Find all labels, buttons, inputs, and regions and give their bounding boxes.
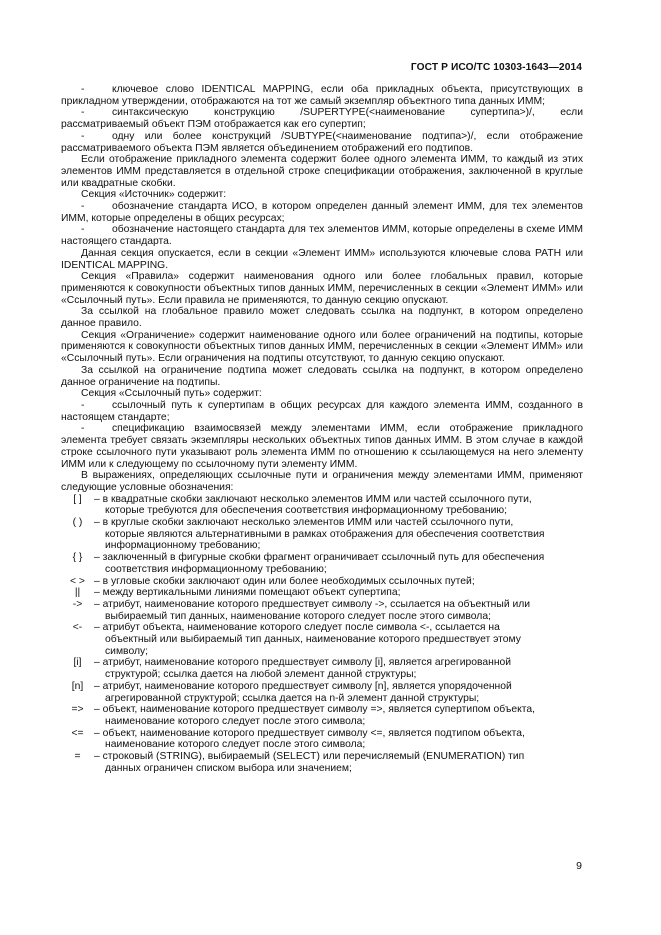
list-item: [61, 400, 583, 423]
page-number: 9: [576, 860, 582, 872]
list-item: [61, 423, 583, 470]
document-body: [61, 84, 583, 774]
list-dash: -: [81, 399, 85, 411]
notation-symbol: ->: [72, 598, 83, 610]
notation-item: [61, 587, 583, 599]
notation-symbol: [n]: [71, 680, 84, 692]
notation-text: – объект, наименование которого предшествует символу =>, является супертипом объекта, наименование которого следует после этого символа;: [94, 704, 535, 727]
list-item: [61, 201, 583, 224]
list-item: [61, 131, 583, 154]
notation-item: [61, 576, 583, 588]
paragraph: Секция «Ограничение» содержит наименование одного или более ограничений на подтипы, которые применяются к совокупности объектных типов данных ИММ, перечисленных в секции «Элемент ИММ» или «Ссылочный путь». Если ограничения на подтипы отсутствуют, то данную секцию опускают.: [61, 329, 583, 365]
list-dash: -: [81, 130, 85, 142]
notation-item: [61, 517, 583, 552]
notation-symbol: ( ): [72, 517, 83, 529]
paragraph-text: ключевое слово IDENTICAL MAPPING, если оба прикладных объекта, присутствующих в прикладном утверждении, отображаются на тот же самый экземпляр объектного типа данных ИММ;: [61, 84, 583, 107]
notation-item: [61, 751, 583, 774]
list-item: [61, 84, 583, 107]
paragraph: За ссылкой на глобальное правило может следовать ссылка на подпункт, в котором определено данное правило.: [61, 306, 583, 330]
notation-symbol: [i]: [73, 657, 82, 669]
list-dash: -: [81, 84, 85, 95]
notation-text: – между вертикальными линиями помещают объект супертипа;: [94, 587, 401, 599]
notation-text: – в квадратные скобки заключают несколько элементов ИММ или частей ссылочного пути, которые требуются для обеспечения соответствия информационному требованию;: [94, 493, 532, 517]
notation-item: [61, 728, 583, 751]
paragraph: За ссылкой на ограничение подтипа может следовать ссылка на подпункт, в котором определено данное ограничение на подтипы.: [61, 364, 583, 388]
notation-symbol: =>: [71, 704, 84, 716]
paragraph-text: одну или более конструкций /SUBTYPE(<наименование подтипа>)/, если отображение рассматриваемого объекта ПЭМ является объединением отображений его подтипов.: [61, 130, 583, 154]
paragraph: Если отображение прикладного элемента содержит более одного элемента ИММ, то каждый из этих элементов ИММ представляется в отдельной строке спецификации отображения, заключенной в круглые или квадратные скобки.: [61, 154, 583, 189]
notation-list: [61, 494, 583, 775]
notation-text: – атрибут объекта, наименование которого следует после символа <-, ссылается на объектный или выбираемый тип данных, наименование которого предшествует этому символу;: [94, 622, 521, 657]
paragraph: Секция «Источник» содержит:: [81, 189, 227, 201]
paragraph-text: ссылочный путь к супертипам в общих ресурсах для каждого элемента ИММ, созданного в настоящем стандарте;: [61, 399, 583, 423]
notation-text: – атрибут, наименование которого предшествует символу ->, ссылается на объектный или выбираемый тип данных, наименование которого следует после этого символа;: [94, 598, 531, 622]
notation-text: – строковый (STRING), выбираемый (SELECT) или перечисляемый (ENUMERATION) тип данных ограничен списком выбора или значением;: [94, 751, 525, 774]
notation-symbol: <=: [71, 727, 84, 739]
notation-item: [61, 657, 583, 680]
paragraph-text: обозначение настоящего стандарта для тех элементов ИММ, которые определены в схеме ИММ настоящего стандарта.: [61, 224, 583, 248]
paragraph-text: обозначение стандарта ИСО, в котором определен данный элемент ИММ, для тех элементов ИММ, которые определены в общих ресурсах;: [61, 201, 583, 224]
notation-item: [61, 599, 583, 622]
notation-text: – атрибут, наименование которого предшествует символу [n], является упорядоченной агрегированной структурой; ссылка дается на n-й элемент данной структуры;: [94, 680, 512, 704]
paragraph-text: синтаксическую конструкцию /SUPERTYPE(<наименование супертипа>)/, если рассматриваемый объект ПЭМ отображается как его супертип;: [61, 107, 583, 131]
list-item: [61, 107, 583, 130]
paragraph-text: спецификацию взаимосвязей между элементами ИММ, если отображение прикладного элемента требует связать экземпляры нескольких объектных типов данных ИММ. В этом случае в каждой строке ссылочного пути указывают роль элемента ИММ по отношению к ссылающемуся на него элементу ИММ или к следующему по ссылочному пути элементу ИММ.: [61, 423, 583, 470]
paragraph: Секция «Ссылочный путь» содержит:: [81, 388, 262, 400]
notation-item: [61, 622, 583, 657]
notation-symbol: < >: [70, 575, 85, 587]
notation-text: – заключенный в фигурные скобки фрагмент ограничивает ссылочный путь для обеспечения соответствия информационному требованию;: [94, 552, 545, 575]
notation-item: [61, 494, 583, 517]
notation-text: – объект, наименование которого предшествует символу <=, является подтипом объекта, наименование которого следует после этого символа;: [94, 727, 525, 751]
notation-text: – атрибут, наименование которого предшествует символу [i], является агрегированной структурой; ссылка дается на любой элемент данной структуры;: [94, 657, 512, 681]
notation-item: [61, 681, 583, 704]
notation-symbol: { }: [72, 552, 83, 564]
notation-text: – в угловые скобки заключают один или более необходимых ссылочных путей;: [94, 575, 475, 587]
notation-symbol: [ ]: [73, 493, 82, 505]
notation-item: [61, 704, 583, 727]
notation-item: [61, 552, 583, 575]
notation-symbol: ||: [74, 587, 81, 599]
notation-text: – в круглые скобки заключают несколько элементов ИММ или частей ссылочного пути, которые являются альтернативными в рамках отображения для обеспечения соответствия информационному требованию;: [94, 517, 545, 552]
paragraph: Данная секция опускается, если в секции «Элемент ИММ» используются ключевые слова PATH или IDENTICAL MAPPING.: [61, 247, 583, 271]
notation-symbol: =: [74, 751, 81, 763]
list-dash: -: [81, 224, 85, 236]
paragraph: В выражениях, определяющих ссылочные пути и ограничения между элементами ИММ, применяют следующие условные обозначения:: [61, 470, 583, 493]
list-dash: -: [81, 201, 85, 213]
list-item: [61, 224, 583, 247]
list-dash: -: [81, 423, 85, 435]
notation-symbol: <-: [72, 622, 83, 634]
list-dash: -: [81, 107, 85, 119]
document-header: ГОСТ Р ИСО/ТС 10303-1643—2014: [410, 62, 582, 73]
paragraph: Секция «Правила» содержит наименования одного или более глобальных правил, которые применяются к совокупности объектных типов данных ИММ, перечисленных в секции «Элемент ИММ» или «Ссылочный путь». Если правила не применяются, то данную секцию опускают.: [61, 271, 583, 306]
